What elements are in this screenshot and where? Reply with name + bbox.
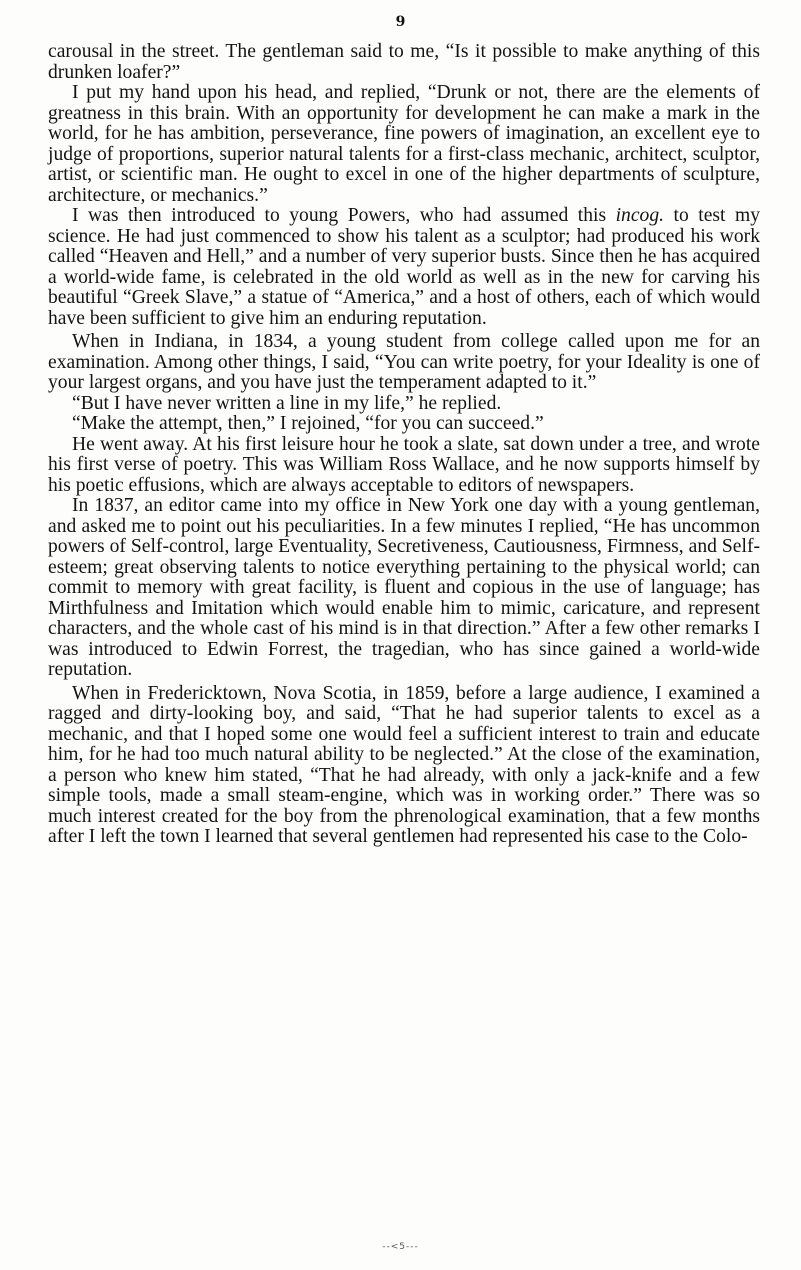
footer-mark: --<5--- bbox=[382, 1242, 419, 1252]
paragraph-never-written: “But I have never written a line in my life,” he replied. bbox=[72, 392, 502, 414]
paragraph-make-attempt: “Make the attempt, then,” I rejoined, “for you can succeed.” bbox=[72, 413, 544, 434]
paragraph-indiana: When in Indiana, in 1834, a young student from college called upon me for an examination. Among other things, I said, “You can write poetry, for your Ideality is one of your largest organs, and you have just the temperament adapted to it.” bbox=[48, 331, 760, 393]
paragraph-powers bbox=[48, 206, 760, 329]
paragraph-continuation: carousal in the street. The gentleman said to me, “Is it possible to make anything of this drunken loafer?” bbox=[48, 41, 760, 83]
paragraph-powers-part1: I was then introduced to young Powers, who had assumed this bbox=[72, 205, 616, 226]
paragraph-forrest: In 1837, an editor came into my office in New York one day with a young gentleman, and asked me to point out his peculiarities. In a few minutes I replied, “He has uncommon powers of Self-control, large Eventuality, Secretiveness, Cautiousness, Firmness, and Self-esteem; great observing talents to notice everything pertaining to the physical world; can commit to memory with great facility, is fluent and copious in the use of language; has Mirthfulness and Imitation which would enable him to mimic, caricature, and represent characters, and the whole cast of his mind is in that direction.” After a few other remarks I was introduced to Edwin Forrest, the tragedian, who has since gained a world-wide reputation. bbox=[48, 495, 760, 680]
body-text bbox=[48, 42, 760, 848]
paragraph-wallace: He went away. At his first leisure hour he took a slate, sat down under a tree, and wrote his first verse of poetry. This was William Ross Wallace, and he now supports himself by his poetic effusions, which are always acceptable to editors of newspapers. bbox=[48, 433, 760, 496]
paragraph-nova-scotia: When in Fredericktown, Nova Scotia, in 1859, before a large audience, I examined a ragged and dirty-looking boy, and said, “That he had superior talents to excel as a mechanic, and that I hoped some one would feel a sufficient interest to train and educate him, for he had too much natural ability to be neglected.” At the close of the examination, a person who knew him stated, “That he had already, with only a jack-knife and a few simple tools, made a small steam-engine, which was in working order.” There was so much interest created for the boy from the phrenological examination, that a few months after I left the town I learned that several gentlemen had represented his case to the Colo- bbox=[48, 682, 760, 847]
paragraph-powers-part2: to test my science. He had just commenced to show his talent as a sculptor; had produced his work called “Heaven and Hell,” and a number of very superior busts. Since then he has acquired a world-wide fame, is celebrated in the old world as well as in the new for carving his beautiful “Greek Slave,” a statue of “America,” and a host of others, each of which would have been sufficient to give him an enduring reputation. bbox=[48, 205, 760, 329]
paragraph-drunk-or-not: I put my hand upon his head, and replied, “Drunk or not, there are the elements of greatness in this brain. With an opportunity for development he can make a mark in the world, for he has ambition, perseverance, fine powers of imagination, an excellent eye to judge of proportions, superior natural talents for a first-class mechanic, architect, sculptor, artist, or scientific man. He ought to excel in one of the higher departments of sculpture, architecture, or mechanics.” bbox=[48, 82, 760, 206]
page-number: 9 bbox=[395, 14, 406, 30]
incog-emphasis: incog. bbox=[615, 205, 665, 226]
